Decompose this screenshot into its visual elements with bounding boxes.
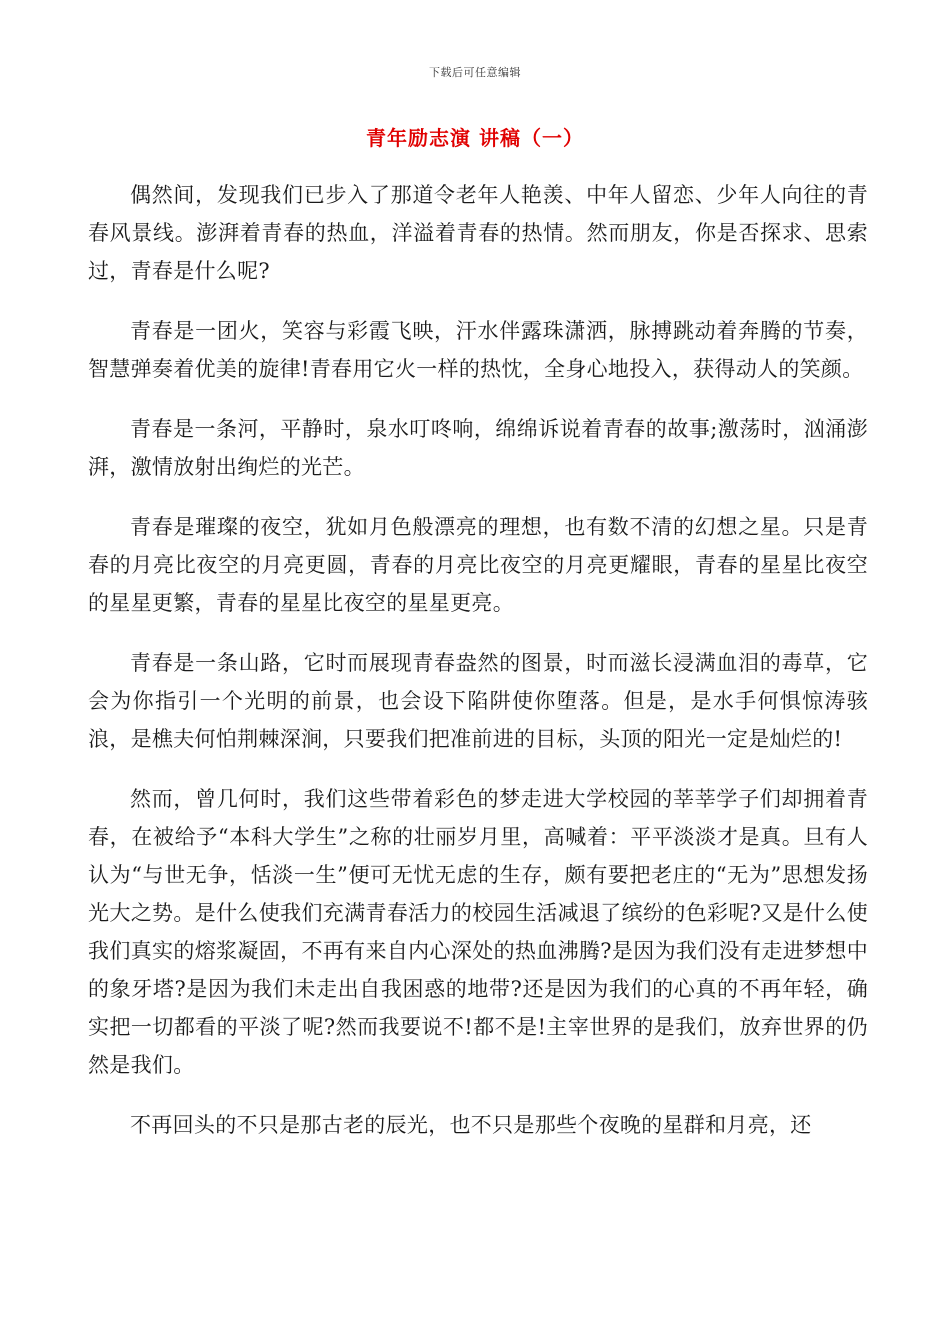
- paragraph: 青春是璀璨的夜空，犹如月色般漂亮的理想，也有数不清的幻想之星。只是青春的月亮比夜空的月亮更圆，青春的月亮比夜空的月亮更耀眼，青春的星星比夜空的星星更繁，青春的星星比夜空的星星更亮。: [88, 515, 868, 615]
- paragraph: 偶然间，发现我们已步入了那道令老年人艳羡、中年人留恋、少年人向往的青春风景线。澎湃着青春的热血，洋溢着青春的热情。然而朋友，你是否探求、思索过，青春是什么呢?: [88, 183, 868, 283]
- paragraph: 青春是一团火，笑容与彩霞飞映，汗水伴露珠潇洒，脉搏跳动着奔腾的节奏，智慧弹奏着优美的旋律!青春用它火一样的热忱，全身心地投入，获得动人的笑颜。: [88, 319, 868, 381]
- paragraph: 青春是一条山路，它时而展现青春盎然的图景，时而滋长浸满血泪的毒草，它会为你指引一个光明的前景，也会设下陷阱使你堕落。但是，是水手何惧惊涛骇浪，是樵夫何怕荆棘深涧，只要我们把准前进的目标，头顶的阳光一定是灿烂的!: [88, 651, 868, 751]
- document-body: [88, 176, 868, 1166]
- paragraph: 青春是一条河，平静时，泉水叮咚响，绵绵诉说着青春的故事;激荡时，汹涌澎湃，激情放射出绚烂的光芒。: [88, 417, 868, 479]
- paragraph: 不再回头的不只是那古老的辰光，也不只是那些个夜晚的星群和月亮，还: [130, 1113, 812, 1137]
- page-header-note: 下载后可任意编辑: [429, 66, 521, 79]
- document-title: 青年励志演 讲稿（一）: [366, 126, 584, 150]
- paragraph: 然而，曾几何时，我们这些带着彩色的梦走进大学校园的莘莘学子们却拥着青春，在被给予“本科大学生”之称的壮丽岁月里，高喊着：平平淡淡才是真。旦有人认为“与世无争，恬淡一生”便可无忧无虑的生存，颇有要把老庄的“无为”思想发扬光大之势。是什么使我们充满青春活力的校园生活减退了缤纷的色彩呢?又是什么使我们真实的熔浆凝固，不再有来自内心深处的热血沸腾?是因为我们没有走进梦想中的象牙塔?是因为我们未走出自我困惑的地带?还是因为我们的心真的不再年轻，确实把一切都看的平淡了呢?然而我要说不!都不是!主宰世界的是我们，放弃世界的仍然是我们。: [88, 787, 868, 1077]
